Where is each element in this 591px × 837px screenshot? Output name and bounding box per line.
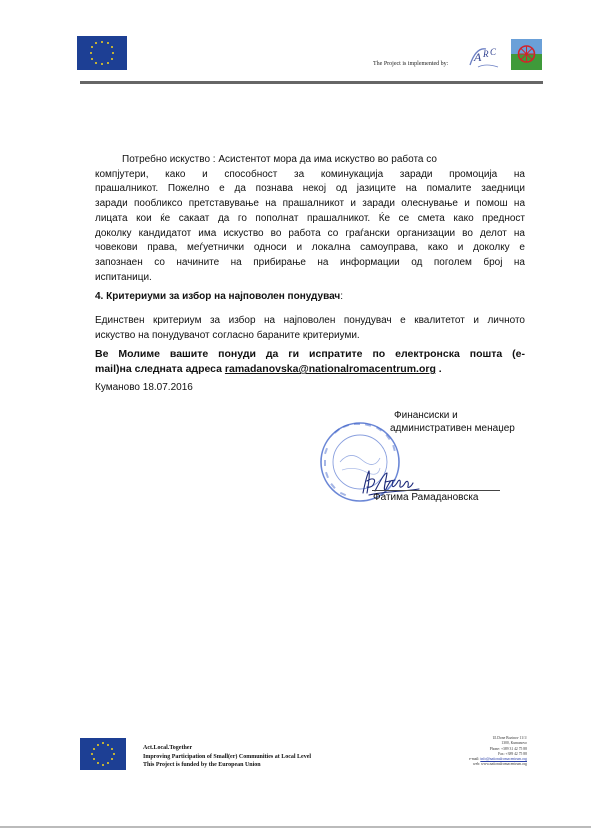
para1-line: човекови права, меѓуетнички односи и локална самоуправа, како и доколку е	[95, 242, 525, 254]
signatory-title	[390, 409, 515, 435]
eu-star	[107, 62, 109, 64]
footer-text	[143, 744, 311, 770]
signature-line	[372, 490, 500, 491]
eu-star	[101, 63, 103, 65]
eu-star	[112, 52, 114, 54]
para1-line: лицата кои ќе сакаат да го пополнат прашалникот. Ќе се смета како предност	[95, 212, 525, 224]
contact-line: Fax: +389 42 75 88	[498, 751, 527, 756]
svg-text:R: R	[483, 49, 489, 59]
para3-line-2	[95, 362, 525, 377]
svg-text:C: C	[490, 47, 497, 57]
date-line: Куманово 18.07.2016	[95, 382, 193, 393]
footer-divider	[0, 826, 591, 828]
para3-line: Ве Молиме вашите понуди да ги испратите по електронска пошта (e-	[95, 348, 525, 360]
eu-stars	[77, 36, 127, 70]
para1-line: запознаен со начините на прибирање на информации од поголем број на	[95, 256, 525, 268]
eu-star	[102, 742, 104, 744]
eu-star	[111, 58, 113, 60]
eu-star	[97, 744, 99, 746]
eu-star	[107, 762, 109, 764]
contact-line: Phone: +389 31 42 75 88	[489, 746, 527, 751]
arc-logo	[466, 43, 504, 71]
criteria-paragraph	[95, 314, 525, 343]
contact-email-label: e-mail:	[468, 757, 481, 762]
signatory-title-line2: административен менаџер	[390, 423, 515, 434]
contact-line: Ul.Done Bozinov 11/1/	[492, 736, 527, 740]
eu-star	[90, 52, 92, 54]
para1-line: Потребно искуство : Асистентот мора да има искуство во работа со	[122, 154, 437, 165]
para2-line: искуство на понудувачот согласно бараните критериуми.	[95, 329, 360, 341]
eu-star	[101, 41, 103, 43]
footer-line: This Project is funded by the European Union	[143, 762, 261, 768]
eu-star	[107, 42, 109, 44]
para3-suffix: .	[435, 363, 442, 375]
eu-star	[111, 748, 113, 750]
signatory-title-line1: Финансиски и	[394, 410, 458, 421]
section-title-text: 4. Критериуми за избор на најповолен понудувач	[95, 291, 341, 302]
contact-web[interactable]: web: www.nationalromacentrum.org	[472, 762, 527, 767]
submission-paragraph	[95, 347, 525, 377]
para1-line: заради пообликсо претставување на прашалникот и заради олеснување и помош на	[95, 198, 525, 210]
para1-line: испитаници.	[95, 271, 152, 283]
eu-star	[95, 62, 97, 64]
eu-star	[111, 46, 113, 48]
eu-star	[93, 748, 95, 750]
header-divider	[80, 81, 543, 84]
para1-line: прашалникот. Пожелно е да познава некој од јазиците на помалите заедници	[95, 183, 525, 195]
eu-flag-icon	[80, 738, 126, 770]
eu-star	[91, 753, 93, 755]
eu-star	[102, 764, 104, 766]
footer-contact	[400, 736, 527, 768]
footer-line: Improving Participation of Small(er) Communities at Local Level	[143, 753, 312, 760]
eu-star	[93, 758, 95, 760]
signatory-name: Фатима Рамадановска	[373, 492, 479, 503]
section-title	[95, 291, 343, 302]
para1-line: компјутери, како и способност за коминукација заради промоција на	[95, 168, 525, 180]
contact-email-link[interactable]: info@nationalromacentrum.org	[480, 757, 527, 762]
roma-flag-logo	[511, 39, 542, 70]
eu-star	[113, 753, 115, 755]
email-link[interactable]: ramadanovska@nationalromacentrum.org	[224, 363, 436, 375]
eu-star	[107, 744, 109, 746]
eu-star	[91, 58, 93, 60]
para1-line: доколку кандидатот има искуство во работа со граѓански организации во делот на	[95, 227, 525, 239]
implemented-by-text: The Project is implemented by:	[373, 61, 449, 67]
section-title-colon: :	[340, 291, 343, 302]
eu-star	[111, 758, 113, 760]
eu-flag-icon	[77, 36, 127, 70]
eu-star	[97, 762, 99, 764]
eu-star	[91, 46, 93, 48]
svg-text:A: A	[474, 50, 482, 64]
contact-line: 1300, Kumanovo	[501, 741, 527, 746]
footer-line: Act.Local.Together	[143, 745, 193, 751]
experience-paragraph	[95, 153, 525, 285]
para3-prefix: mail)на следната адреса	[95, 363, 225, 375]
eu-stars	[80, 738, 126, 770]
para2-line: Единствен критериум за избор на најповолен понудувач е квалитетот и личното	[95, 315, 525, 326]
eu-star	[95, 42, 97, 44]
